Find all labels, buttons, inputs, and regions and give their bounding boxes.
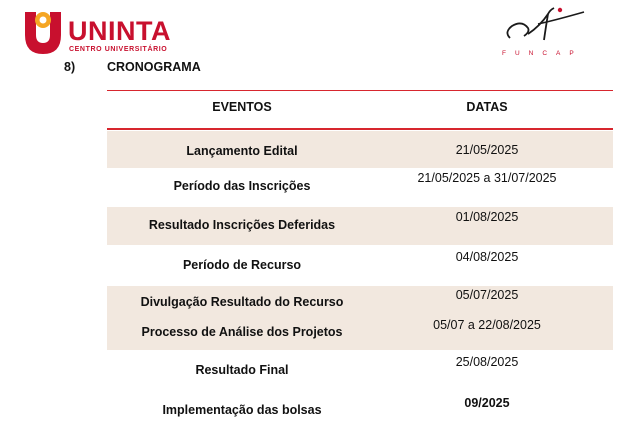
date-cell: 25/08/2025 bbox=[455, 355, 519, 369]
uninta-subtitle: CENTRO UNIVERSITÁRIO bbox=[69, 46, 168, 53]
date-cell: 21/05/2025 a 31/07/2025 bbox=[417, 171, 557, 185]
date-cell: 05/07/2025 bbox=[455, 288, 519, 302]
event-cell: Período das Inscrições bbox=[173, 179, 311, 193]
header-events: EVENTOS bbox=[212, 100, 272, 114]
table-row bbox=[107, 390, 613, 426]
event-cell: Lançamento Edital bbox=[186, 144, 298, 158]
section-title: CRONOGRAMA bbox=[107, 60, 201, 74]
event-cell: Período de Recurso bbox=[182, 258, 302, 272]
funcap-logo bbox=[498, 6, 598, 62]
event-cell: Processo de Análise dos Projetos bbox=[141, 325, 343, 339]
table-row bbox=[107, 245, 613, 285]
table-row bbox=[107, 168, 613, 206]
funcap-wordmark: FUNCAP bbox=[502, 50, 583, 57]
section-number: 8) bbox=[64, 60, 76, 74]
funcap-signature-mark-icon bbox=[498, 6, 598, 50]
date-cell: 04/08/2025 bbox=[455, 250, 519, 264]
uninta-wordmark: UNINTA bbox=[68, 16, 171, 46]
table-top-rule bbox=[107, 90, 613, 91]
event-cell: Divulgação Resultado do Recurso bbox=[140, 295, 344, 309]
table-row bbox=[107, 350, 613, 386]
table-header-row bbox=[107, 98, 613, 118]
event-cell: Resultado Final bbox=[195, 363, 289, 377]
table-row bbox=[107, 207, 613, 245]
header-dates: DATAS bbox=[466, 100, 508, 114]
table-row bbox=[107, 286, 613, 316]
date-cell: 05/07 a 22/08/2025 bbox=[433, 318, 541, 332]
event-cell: Resultado Inscrições Deferidas bbox=[148, 218, 336, 232]
table-row bbox=[107, 316, 613, 350]
uninta-u-mark-icon bbox=[22, 8, 64, 56]
date-cell: 01/08/2025 bbox=[455, 210, 519, 224]
date-cell: 21/05/2025 bbox=[455, 143, 519, 157]
date-cell: 09/2025 bbox=[464, 396, 510, 410]
event-cell: Implementação das bolsas bbox=[162, 403, 322, 417]
table-header-rule bbox=[107, 128, 613, 130]
uninta-logo bbox=[22, 8, 172, 58]
table-row bbox=[107, 131, 613, 168]
